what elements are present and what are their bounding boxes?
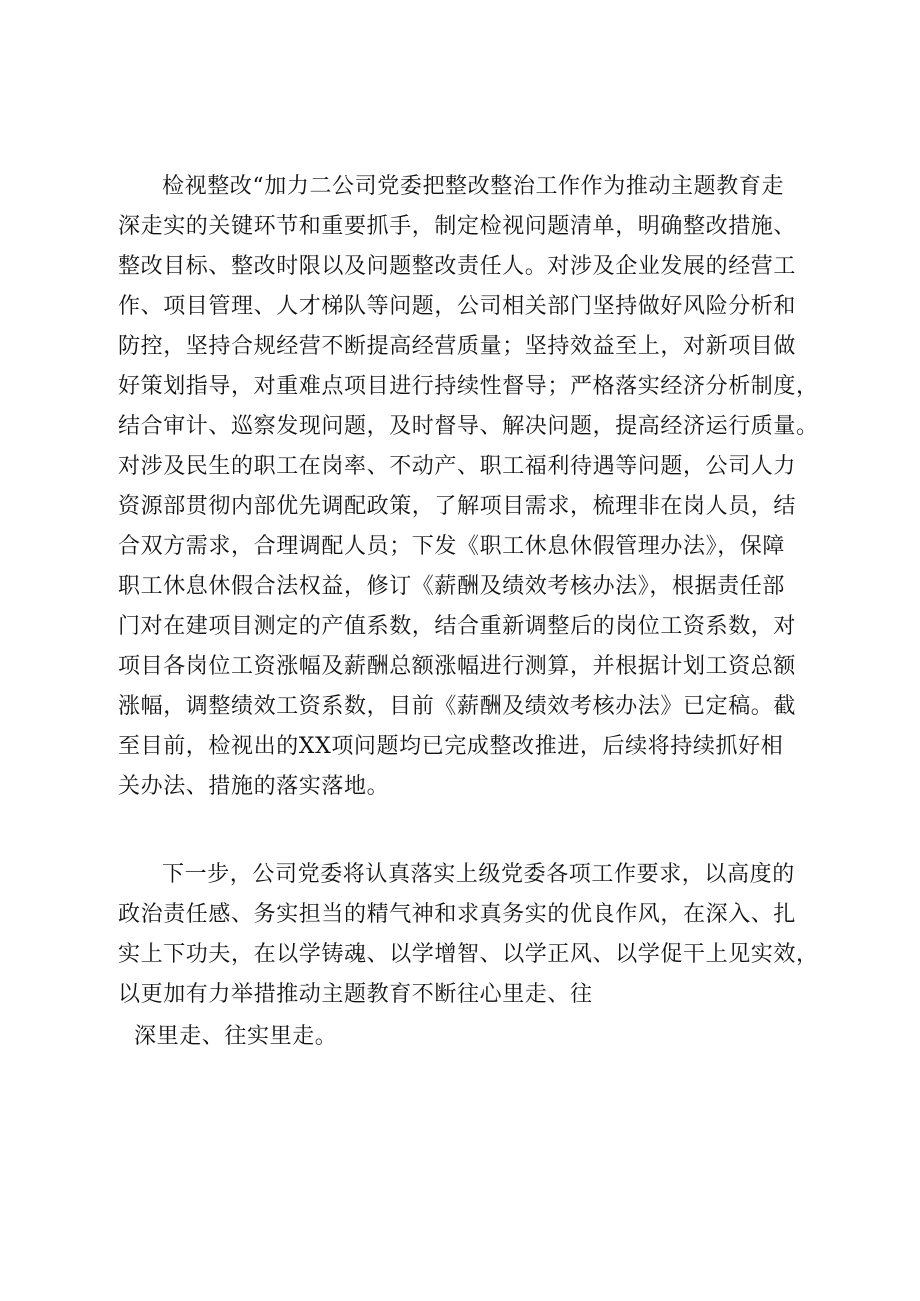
paragraph-1-line: 门对在建项目测定的产值系数，结合重新调整后的岗位工资系数，对: [118, 614, 797, 639]
paragraph-1-line: 合双方需求，合理调配人员；下发《职工休息休假管理办法》，保障: [118, 534, 786, 559]
paragraph-2-line: 政治责任感、务实担当的精气神和求真务实的优良作风，在深入、扎: [118, 902, 797, 927]
paragraph-1-line: 结合审计、巡察发现问题，及时督导、解决问题，提高经济运行质量。: [118, 414, 819, 439]
paragraph-1-line: 整改目标、整改时限以及问题整改责任人。对涉及企业发展的经营工: [118, 254, 797, 279]
paragraph-1-line: 作、项目管理、人才梯队等问题，公司相关部门坚持做好风险分析和: [118, 294, 797, 319]
paragraph-1-line: 职工休息休假合法权益，修订《薪酬及绩效考核办法》，根据责任部: [118, 574, 786, 599]
paragraph-1-line: 好策划指导，对重难点项目进行持续性督导；严格落实经济分析制度，: [118, 374, 819, 399]
paragraph-2-line: 深里走、往实里走。: [134, 1024, 338, 1049]
paragraph-1-line: 检视整改“加力二公司党委把整改整治工作作为推动主题教育走: [162, 174, 785, 199]
paragraph-1-line: 涨幅，调整绩效工资系数，目前《薪酬及绩效考核办法》已定稿。截: [118, 694, 797, 719]
paragraph-2-line: 下一步，公司党委将认真落实上级党委各项工作要求，以高度的: [162, 862, 795, 887]
paragraph-1-line: 项目各岗位工资涨幅及薪酬总额涨幅进行测算，并根据计划工资总额: [118, 654, 797, 679]
paragraph-1-line: 对涉及民生的职工在岗率、不动产、职工福利待遇等问题，公司人力: [118, 454, 797, 479]
paragraph-2-line: 以更加有力举措推动主题教育不断往心里走、往: [118, 982, 593, 1007]
paragraph-1-line: 关办法、措施的落实落地。: [118, 774, 390, 799]
paragraph-1-line: 防控，坚持合规经营不断提高经营质量；坚持效益至上，对新项目做: [118, 334, 797, 359]
paragraph-1-line: 深走实的关键环节和重要抓手，制定检视问题清单，明确整改措施、: [118, 214, 797, 239]
paragraph-1-line: 资源部贯彻内部优先调配政策，了解项目需求，梳理非在岗人员，结: [118, 494, 797, 519]
paragraph-2-line: 实上下功夫，在以学铸魂、以学增智、以学正风、以学促干上见实效，: [118, 942, 819, 967]
paragraph-1-line: 至目前，检视出的XX项问题均已完成整改推进，后续将持续抓好相: [118, 734, 784, 759]
